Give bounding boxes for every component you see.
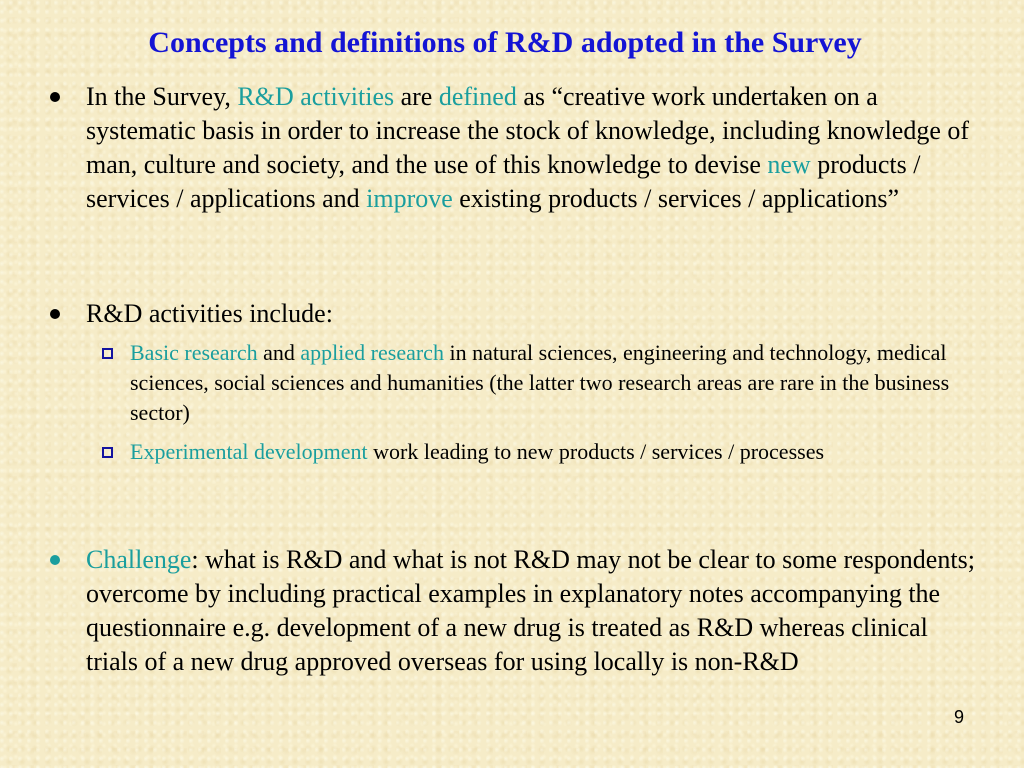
square-bullet-icon (102, 447, 113, 458)
sub-bullet-text: in natural sciences, engineering and technology, medical sciences, social sciences and humanities (the latter two research areas are rare in the business sector) (130, 340, 950, 425)
highlight-defined: defined (438, 82, 517, 111)
bullet-rd-definition (86, 80, 981, 216)
bullet-dot-icon (50, 555, 60, 565)
highlight-rd-activities: R&D activities (237, 82, 395, 111)
page-number: 9 (953, 707, 964, 727)
square-bullet-icon (102, 348, 113, 359)
sub-bullet-text: and (257, 340, 301, 365)
sub-bullet-basic-applied-research (130, 338, 960, 428)
bullet-dot-icon (50, 92, 60, 102)
highlight-new: new (767, 150, 811, 179)
bullet-text: existing products / services / applications” (452, 184, 900, 213)
highlight-improve: improve (366, 184, 453, 213)
highlight-experimental-development: Experimental development (130, 439, 368, 464)
highlight-applied-research: applied research (300, 340, 444, 365)
bullet-text: In the Survey, (86, 82, 238, 111)
bullet-text: products / services / applications and (86, 150, 921, 213)
bullet-text: R&D activities include: (86, 299, 333, 328)
bullet-challenge (86, 543, 981, 679)
bullet-text: are (394, 82, 439, 111)
highlight-challenge: Challenge (86, 545, 192, 574)
sub-bullet-text: work leading to new products / services / processes (367, 439, 825, 464)
highlight-basic-research: Basic research (130, 340, 258, 365)
bullet-dot-icon (50, 309, 60, 319)
sub-bullet-experimental-development (130, 437, 960, 467)
bullet-text: : what is R&D and what is not R&D may not be clear to some respondents; overcome by including practical examples in explanatory notes accompanying the questionnaire e.g. development of a new drug is treated as R&D whereas clinical trials of a new drug approved overseas for using locally is non-R&D (86, 545, 975, 676)
bullet-text: as “creative work undertaken on a systematic basis in order to increase the stock of knowledge, including knowledge of man, culture and society, and the use of this knowledge to devise (86, 82, 970, 179)
bullet-rd-includes (86, 297, 981, 331)
slide-title: Concepts and definitions of R&D adopted in the Survey (148, 26, 862, 59)
